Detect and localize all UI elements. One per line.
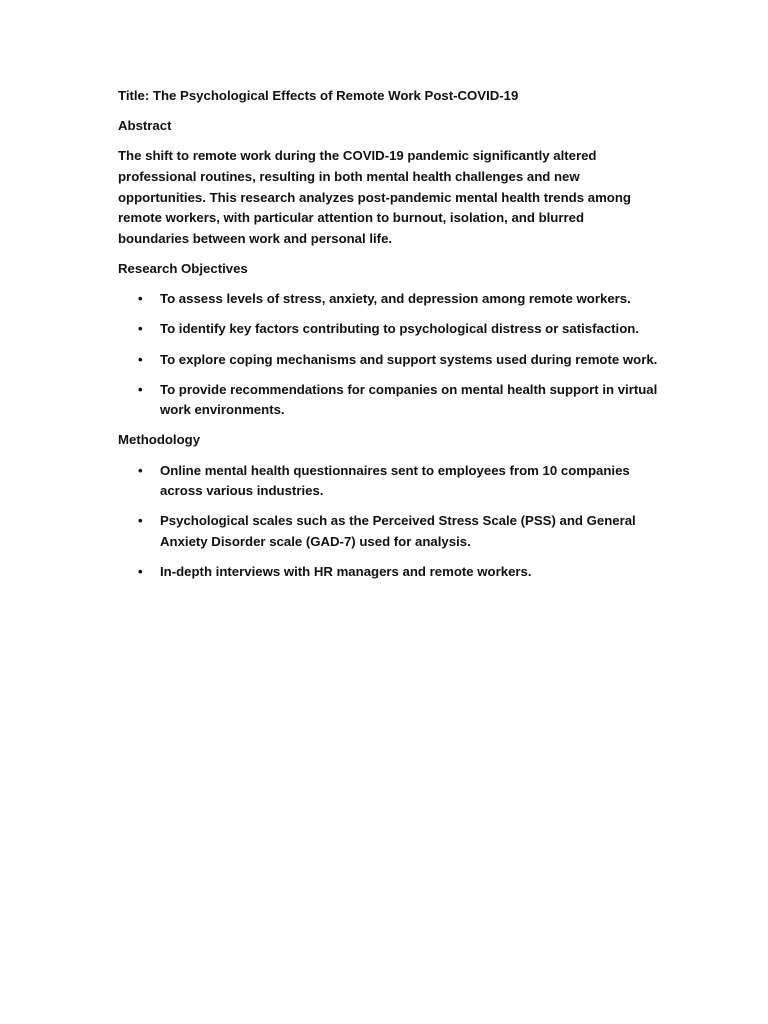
objectives-heading: Research Objectives [118, 260, 248, 276]
objective-text: To assess levels of stress, anxiety, and depression among remote workers. [160, 291, 631, 307]
objective-item [118, 319, 658, 340]
bullet-icon: • [138, 564, 143, 580]
methodology-list [118, 461, 658, 583]
objectives-list [118, 289, 658, 421]
methodology-text: Psychological scales such as the Perceived Stress Scale (PSS) and General Anxiety Disorder scale (GAD-7) used for analysis. [160, 513, 636, 550]
abstract-heading: Abstract [118, 118, 172, 134]
bullet-icon: • [138, 291, 143, 307]
bullet-icon: • [138, 381, 143, 397]
bullet-icon: • [138, 351, 143, 367]
bullet-icon: • [138, 513, 143, 529]
bullet-icon: • [138, 321, 143, 337]
objective-item [118, 380, 658, 421]
methodology-item [118, 461, 658, 502]
objective-text: To explore coping mechanisms and support systems used during remote work. [160, 351, 658, 367]
methodology-text: In-depth interviews with HR managers and remote workers. [160, 564, 532, 580]
document-page [118, 86, 658, 592]
objective-item [118, 289, 658, 310]
methodology-heading: Methodology [118, 432, 201, 448]
abstract-text: The shift to remote work during the COVID-19 pandemic significantly altered professional routines, resulting in both mental health challenges and new opportunities. This research analyzes post-pandemic mental health trends among remote workers, with particular attention to burnout, isolation, and blurred boundaries between work and personal life. [118, 148, 631, 246]
bullet-icon: • [138, 462, 143, 478]
objective-text: To provide recommendations for companies on mental health support in virtual work environments. [160, 381, 658, 418]
objective-text: To identify key factors contributing to psychological distress or satisfaction. [160, 321, 639, 337]
document-title: Title: The Psychological Effects of Remote Work Post-COVID-19 [118, 88, 519, 103]
methodology-text: Online mental health questionnaires sent to employees from 10 companies across various industries. [160, 462, 630, 499]
methodology-item [118, 511, 658, 552]
methodology-item [118, 562, 658, 583]
objective-item [118, 350, 658, 371]
